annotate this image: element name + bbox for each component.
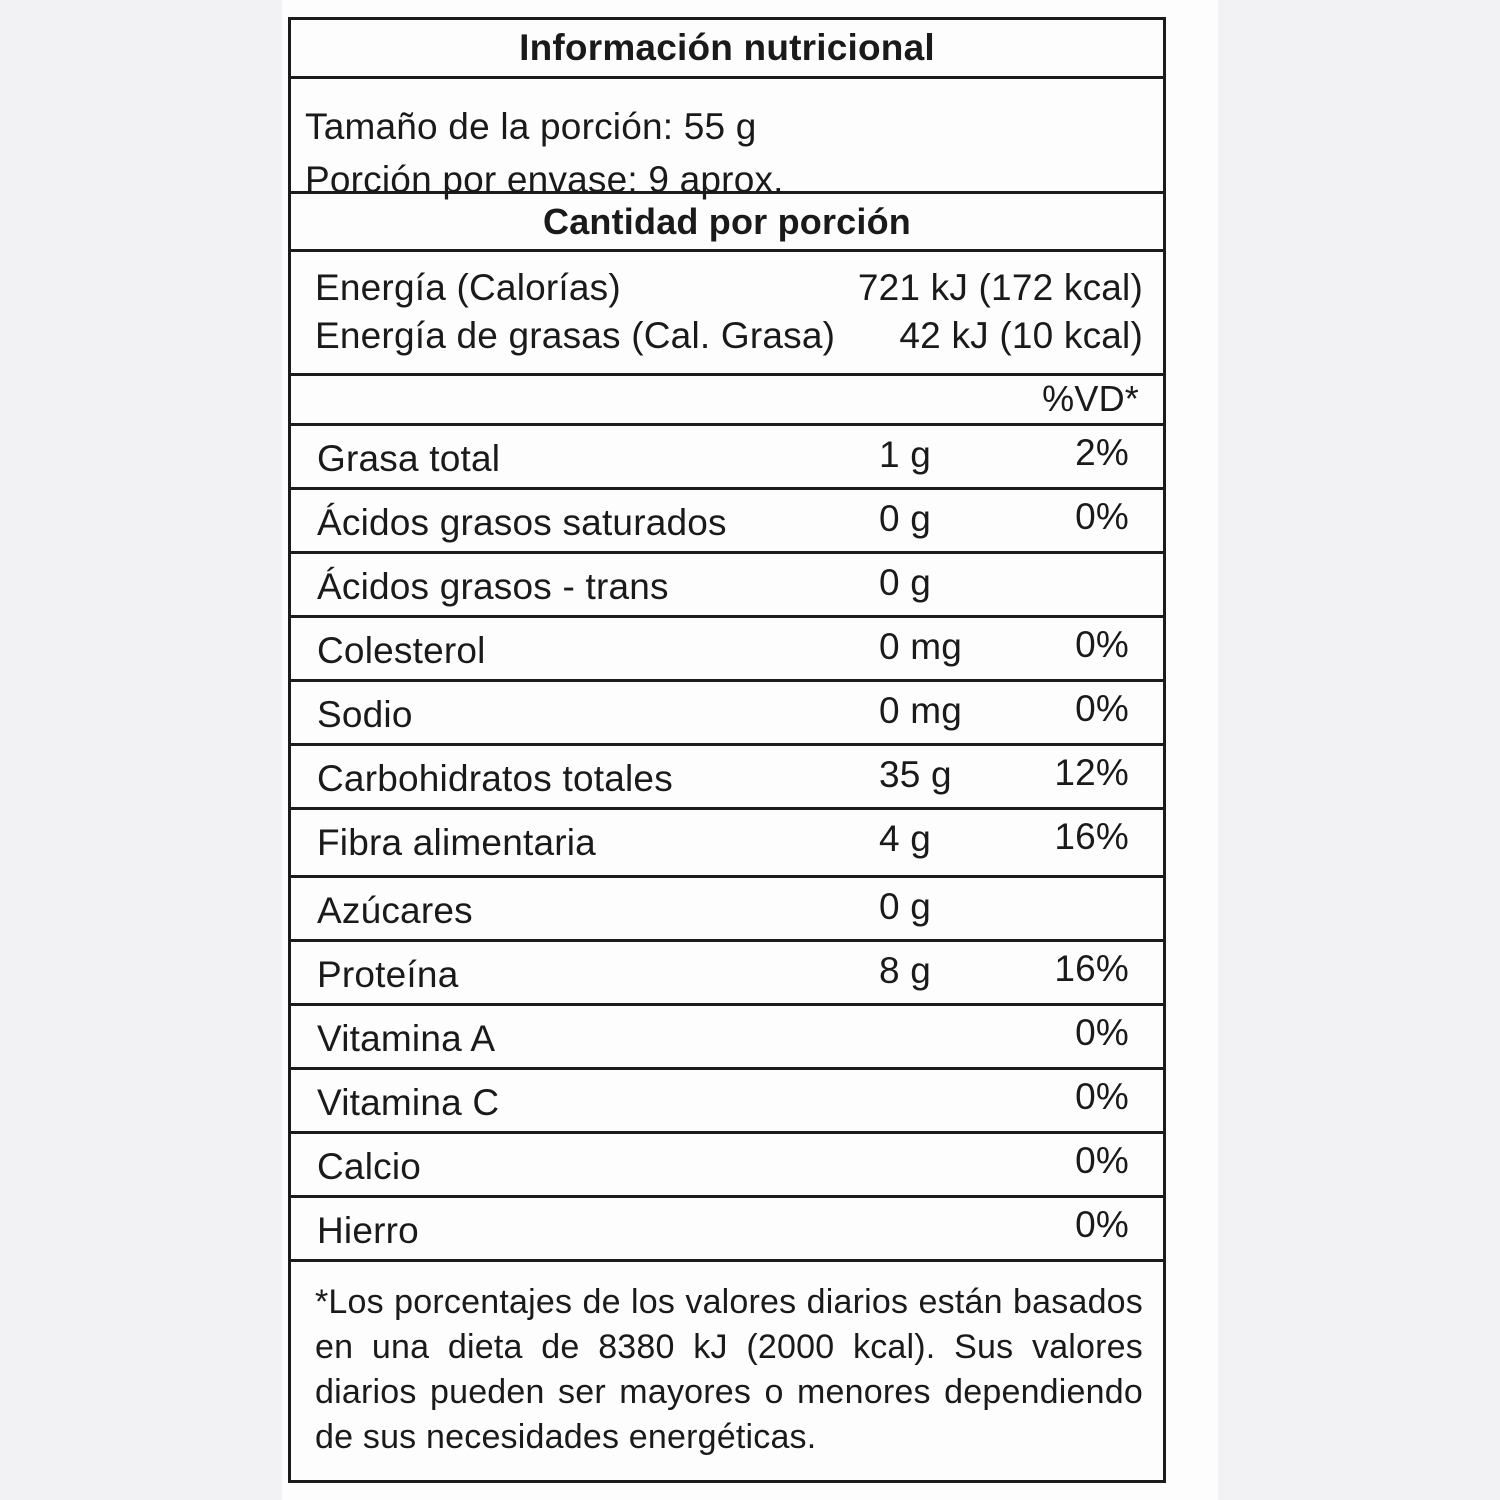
energy-calories-value: 721 kJ (172 kcal) (857, 267, 1143, 308)
energy-fat-row (315, 312, 1143, 360)
nutrient-daily-value: 0% (1075, 1140, 1129, 1181)
nutrient-row (291, 426, 1163, 490)
nutrient-daily-value: 0% (1075, 624, 1129, 665)
nutrient-name: Grasa total (317, 438, 501, 479)
energy-fat-label: Energía de grasas (Cal. Grasa) (315, 315, 836, 356)
nutrient-daily-value: 0% (1075, 496, 1129, 537)
energy-calories-row (315, 264, 1143, 312)
nutrient-name: Fibra alimentaria (317, 822, 596, 863)
daily-value-heading: %VD* (1042, 378, 1139, 419)
nutrient-row (291, 810, 1163, 878)
nutrient-name: Carbohidratos totales (317, 758, 673, 799)
nutrient-amount: 0 g (879, 498, 932, 539)
nutrient-row (291, 942, 1163, 1006)
nutrient-name: Vitamina A (317, 1018, 496, 1059)
nutrient-amount: 1 g (879, 434, 932, 475)
nutrition-facts-label (288, 17, 1166, 1483)
serving-size: Tamaño de la porción: 55 g (305, 106, 757, 147)
nutrient-row (291, 682, 1163, 746)
daily-value-footnote: *Los porcentajes de los valores diarios están basados en una dieta de 8380 kJ (2000 kcal). Sus valores diarios pueden ser mayores o menores dependiendo de sus necesidades energéticas. (315, 1283, 1143, 1456)
nutrient-amount: 0 g (879, 562, 932, 603)
daily-value-header (291, 376, 1163, 426)
nutrient-amount: 0 mg (879, 626, 963, 667)
nutrient-daily-value: 16% (1054, 948, 1129, 989)
energy-fat-value: 42 kJ (10 kcal) (899, 315, 1143, 356)
nutrient-name: Colesterol (317, 630, 486, 671)
nutrient-name: Calcio (317, 1146, 422, 1187)
label-title: Información nutricional (291, 20, 1163, 79)
nutrient-row (291, 490, 1163, 554)
nutrient-amount: 8 g (879, 950, 932, 991)
servings-per-container: Porción por envase: 9 aprox. (305, 159, 784, 200)
nutrient-daily-value: 16% (1054, 816, 1129, 857)
nutrient-name: Vitamina C (317, 1082, 500, 1123)
nutrient-name: Ácidos grasos - trans (317, 566, 669, 607)
nutrient-amount: 35 g (879, 754, 952, 795)
amount-per-serving-heading: Cantidad por porción (291, 194, 1163, 252)
nutrient-daily-value: 12% (1054, 752, 1129, 793)
nutrient-row (291, 1198, 1163, 1262)
energy-calories-label: Energía (Calorías) (315, 267, 621, 308)
nutrient-row (291, 1006, 1163, 1070)
nutrient-daily-value: 0% (1075, 1204, 1129, 1245)
nutrient-amount: 0 g (879, 886, 932, 927)
nutrient-daily-value: 0% (1075, 1076, 1129, 1117)
nutrient-row (291, 554, 1163, 618)
energy-section (291, 252, 1163, 376)
nutrient-name: Ácidos grasos saturados (317, 502, 727, 543)
nutrient-row (291, 746, 1163, 810)
nutrient-name: Hierro (317, 1210, 419, 1251)
serving-info (291, 79, 1163, 200)
nutrient-row (291, 878, 1163, 942)
nutrient-row (291, 618, 1163, 682)
nutrient-name: Sodio (317, 694, 413, 735)
nutrient-name: Proteína (317, 954, 459, 995)
nutrient-daily-value: 2% (1075, 432, 1129, 473)
nutrient-amount: 4 g (879, 818, 932, 859)
nutrient-daily-value: 0% (1075, 1012, 1129, 1053)
nutrient-amount: 0 mg (879, 690, 963, 731)
nutrient-daily-value: 0% (1075, 688, 1129, 729)
nutrient-name: Azúcares (317, 890, 473, 931)
nutrient-row (291, 1134, 1163, 1198)
nutrient-row (291, 1070, 1163, 1134)
